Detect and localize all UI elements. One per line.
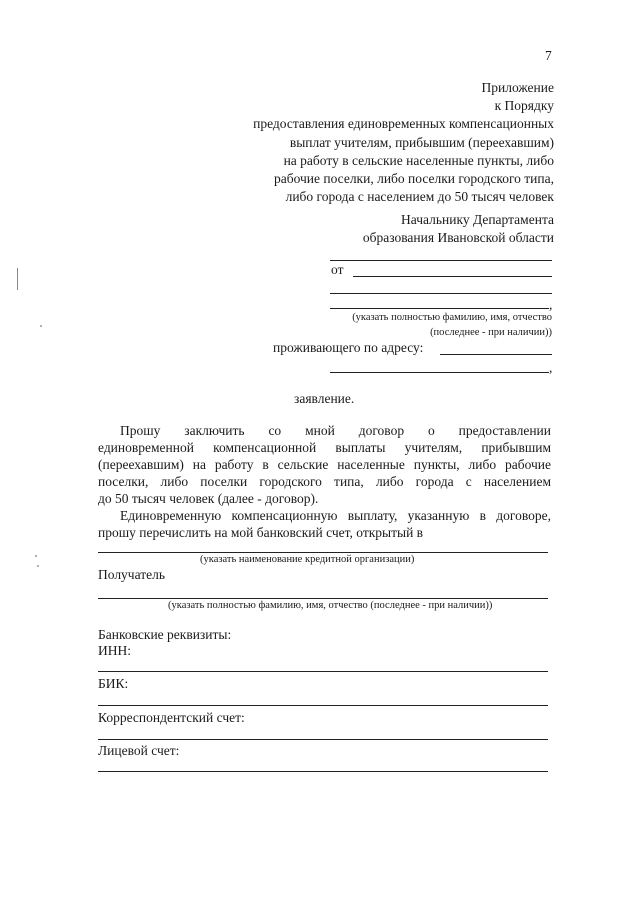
appendix-header	[253, 79, 554, 206]
paragraph-line: (переехавшим) на работу в сельские населенные пункты, либо рабочие	[98, 457, 551, 472]
bik-label: БИК:	[98, 676, 129, 691]
payment-paragraph	[98, 507, 551, 541]
fio-blank-line	[330, 293, 552, 294]
scan-dot	[40, 325, 42, 327]
bank-hint: (указать наименование кредитной организации)	[200, 554, 415, 565]
address-comma: ,	[549, 360, 553, 375]
inn-label: ИНН:	[98, 643, 131, 658]
paragraph-line: до 50 тысяч человек (далее - договор).	[98, 491, 319, 506]
appendix-line: к Порядку	[494, 98, 554, 114]
corr-account-label: Корреспондентский счет:	[98, 710, 245, 725]
fio-comma: ,	[549, 297, 553, 312]
appendix-line: рабочие поселки, либо поселки городского типа,	[273, 171, 554, 187]
paragraph-line: единовременной компенсационной выплаты учителям, прибывшим	[98, 440, 551, 455]
recipient-label: Получатель	[98, 567, 166, 582]
scan-dot	[37, 565, 39, 567]
document-title: заявление.	[294, 391, 355, 406]
scan-dot	[35, 555, 37, 557]
appendix-line: либо города с населением до 50 тысяч человек	[285, 189, 554, 205]
page-number: 7	[545, 48, 552, 63]
paragraph-line: прошу перечислить на мой банковский счет, открытый в	[98, 525, 424, 540]
addressee-block	[363, 211, 554, 247]
bank-name-line	[98, 552, 548, 553]
fio-hint: (указать полностью фамилию, имя, отчество	[352, 312, 552, 323]
address-label: проживающего по адресу:	[273, 340, 424, 355]
personal-account-line	[98, 771, 548, 772]
application-paragraph	[98, 422, 551, 507]
paragraph-line: Единовременную компенсационную выплату, указанную в договоре,	[120, 508, 551, 523]
from-label: от	[331, 262, 344, 277]
inn-line	[98, 671, 548, 672]
appendix-line: на работу в сельские населенные пункты, либо	[283, 152, 554, 168]
paragraph-line: Прошу заключить со мной договор о предоставлении	[120, 423, 551, 438]
fio-hint-2: (последнее - при наличии))	[430, 327, 552, 338]
fio-blank-line-2	[330, 308, 549, 309]
addressee-line: Начальнику Департамента	[401, 212, 554, 227]
recipient-hint: (указать полностью фамилию, имя, отчество (последнее - при наличии))	[168, 600, 493, 611]
scan-mark	[17, 268, 18, 290]
appendix-line: Приложение	[481, 80, 554, 95]
bank-details-label: Банковские реквизиты:	[98, 627, 232, 642]
corr-account-line	[98, 739, 548, 740]
paragraph-line: поселки, либо поселки городского типа, либо города с населением	[98, 474, 551, 489]
appendix-line: выплат учителям, прибывшим (переехавшим)	[289, 134, 554, 150]
addressee-blank-line	[330, 260, 552, 261]
recipient-line	[98, 598, 548, 599]
address-blank-line-2	[330, 372, 549, 373]
personal-account-label: Лицевой счет:	[98, 743, 180, 758]
bik-line	[98, 705, 548, 706]
appendix-line: предоставления единовременных компенсационных	[253, 116, 554, 132]
from-blank-line	[353, 276, 552, 277]
addressee-line: образования Ивановской области	[362, 230, 554, 245]
address-blank-line	[440, 354, 552, 355]
